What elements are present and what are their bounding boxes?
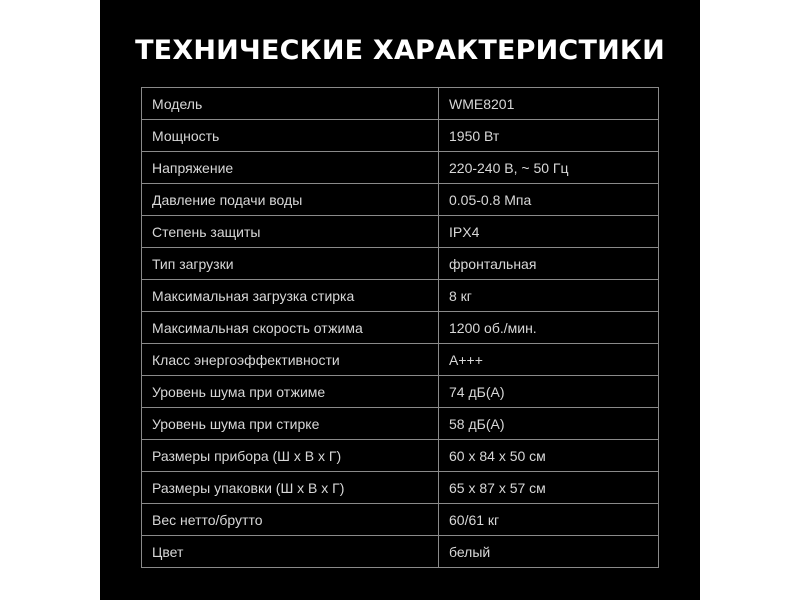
spec-name-cell: Давление подачи воды (142, 184, 439, 216)
spec-value-cell: фронтальная (439, 248, 659, 280)
spec-name-cell: Размеры прибора (Ш х В х Г) (142, 440, 439, 472)
specs-table-body (142, 88, 659, 568)
table-row (142, 536, 659, 568)
spec-value-cell: 0.05-0.8 Мпа (439, 184, 659, 216)
table-row (142, 152, 659, 184)
specs-panel (100, 0, 700, 600)
table-row (142, 408, 659, 440)
spec-name-cell: Максимальная загрузка стирка (142, 280, 439, 312)
spec-name-cell: Цвет (142, 536, 439, 568)
spec-value-cell: 60/61 кг (439, 504, 659, 536)
spec-value-cell: 220-240 В, ~ 50 Гц (439, 152, 659, 184)
spec-value-cell: 58 дБ(А) (439, 408, 659, 440)
spec-value-cell: белый (439, 536, 659, 568)
table-row (142, 280, 659, 312)
spec-value-cell: 1950 Вт (439, 120, 659, 152)
spec-name-cell: Класс энергоэффективности (142, 344, 439, 376)
table-row (142, 312, 659, 344)
spec-name-cell: Мощность (142, 120, 439, 152)
spec-name-cell: Уровень шума при отжиме (142, 376, 439, 408)
spec-name-cell: Напряжение (142, 152, 439, 184)
spec-name-cell: Тип загрузки (142, 248, 439, 280)
spec-name-cell: Модель (142, 88, 439, 120)
table-row (142, 216, 659, 248)
spec-value-cell: 1200 об./мин. (439, 312, 659, 344)
spec-name-cell: Размеры упаковки (Ш х В х Г) (142, 472, 439, 504)
spec-value-cell: A+++ (439, 344, 659, 376)
spec-name-cell: Степень защиты (142, 216, 439, 248)
spec-value-cell: IPX4 (439, 216, 659, 248)
spec-value-cell: 8 кг (439, 280, 659, 312)
spec-name-cell: Максимальная скорость отжима (142, 312, 439, 344)
table-row (142, 184, 659, 216)
spec-value-cell: WME8201 (439, 88, 659, 120)
spec-name-cell: Вес нетто/брутто (142, 504, 439, 536)
page-title: ТЕХНИЧЕСКИЕ ХАРАКТЕРИСТИКИ (135, 35, 665, 66)
table-row (142, 120, 659, 152)
table-row (142, 88, 659, 120)
table-row (142, 344, 659, 376)
spec-value-cell: 60 х 84 х 50 см (439, 440, 659, 472)
spec-name-cell: Уровень шума при стирке (142, 408, 439, 440)
specs-table (141, 87, 659, 568)
spec-value-cell: 65 х 87 х 57 см (439, 472, 659, 504)
table-row (142, 472, 659, 504)
table-row (142, 376, 659, 408)
spec-value-cell: 74 дБ(А) (439, 376, 659, 408)
table-row (142, 248, 659, 280)
table-row (142, 504, 659, 536)
table-row (142, 440, 659, 472)
